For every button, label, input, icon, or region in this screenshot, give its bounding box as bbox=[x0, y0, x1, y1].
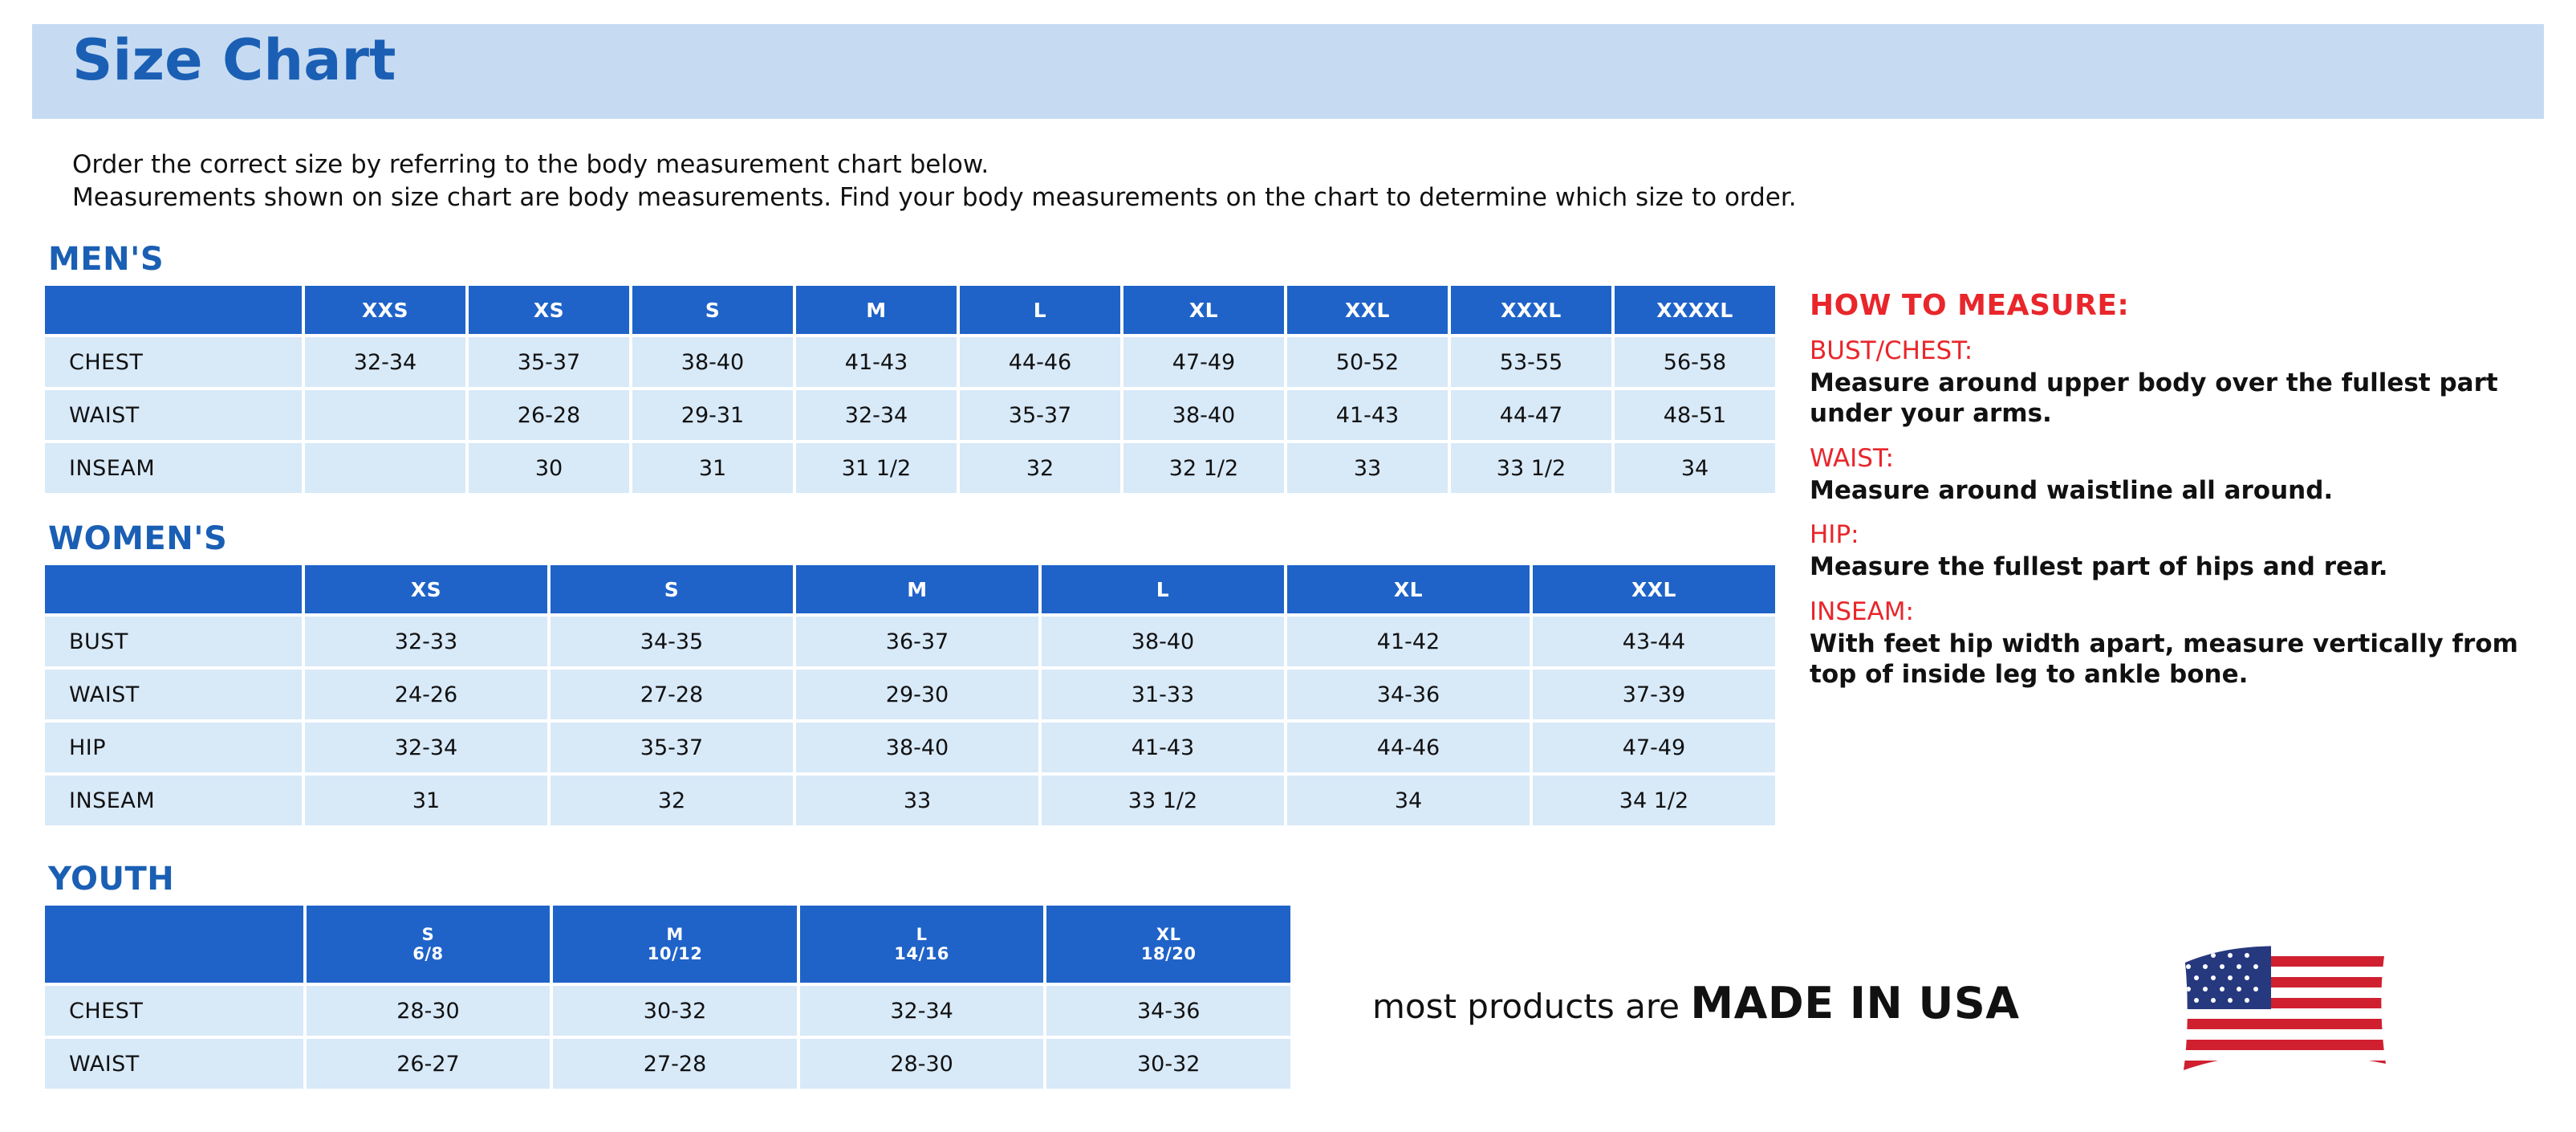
youth-chest-xl: 34-36 bbox=[1046, 986, 1290, 1036]
made-in-usa-prefix: most products are bbox=[1372, 987, 1691, 1026]
mens-waist-xxxxl: 48-51 bbox=[1615, 390, 1775, 440]
measure-term-hip: HIP: bbox=[1810, 520, 1859, 550]
mens-chest-xxxxl: 56-58 bbox=[1615, 337, 1775, 387]
mens-inseam-xl: 32 1/2 bbox=[1123, 443, 1284, 493]
womens-bust-l: 38-40 bbox=[1042, 617, 1284, 666]
mens-inseam-l: 32 bbox=[960, 443, 1120, 493]
mens-inseam-xxs bbox=[305, 443, 465, 493]
table-row bbox=[45, 1039, 1290, 1089]
womens-bust-xl: 41-42 bbox=[1287, 617, 1530, 666]
womens-row-label-bust: BUST bbox=[45, 617, 302, 666]
mens-inseam-xxxl: 33 1/2 bbox=[1451, 443, 1611, 493]
measure-term-waist: WAIST: bbox=[1810, 443, 1894, 473]
womens-waist-s: 27-28 bbox=[551, 670, 793, 719]
youth-waist-m: 27-28 bbox=[553, 1039, 797, 1089]
mens-waist-s: 29-31 bbox=[632, 390, 793, 440]
womens-bust-s: 34-35 bbox=[551, 617, 793, 666]
mens-col-s: S bbox=[632, 286, 793, 334]
youth-col-l bbox=[800, 906, 1044, 983]
mens-col-blank bbox=[45, 286, 302, 334]
youth-col-l-ages: 14/16 bbox=[894, 944, 949, 963]
mens-chest-xxl: 50-52 bbox=[1287, 337, 1448, 387]
mens-waist-l: 35-37 bbox=[960, 390, 1120, 440]
mens-size-table bbox=[42, 283, 1778, 496]
mens-waist-xxs bbox=[305, 390, 465, 440]
womens-row-label-inseam: INSEAM bbox=[45, 776, 302, 825]
usa-flag-icon bbox=[2179, 935, 2391, 1076]
measure-text-bust-chest: Measure around upper body over the fullest part under your arms. bbox=[1810, 369, 2498, 428]
made-in-usa-emphasis: MADE IN USA bbox=[1690, 978, 2020, 1028]
womens-inseam-xxl: 34 1/2 bbox=[1533, 776, 1775, 825]
mens-chest-s: 38-40 bbox=[632, 337, 793, 387]
womens-inseam-l: 33 1/2 bbox=[1042, 776, 1284, 825]
womens-waist-m: 29-30 bbox=[796, 670, 1038, 719]
mens-chest-m: 41-43 bbox=[796, 337, 957, 387]
womens-row-label-hip: HIP bbox=[45, 723, 302, 772]
youth-row-label-waist: WAIST bbox=[45, 1039, 303, 1089]
mens-chest-xxxl: 53-55 bbox=[1451, 337, 1611, 387]
mens-row-label-inseam: INSEAM bbox=[45, 443, 302, 493]
mens-col-xxl: XXL bbox=[1287, 286, 1448, 334]
how-to-measure-heading: HOW TO MEASURE: bbox=[1810, 289, 2130, 322]
table-row bbox=[45, 776, 1775, 825]
table-row bbox=[45, 443, 1775, 493]
table-row bbox=[45, 986, 1290, 1036]
youth-chest-m: 30-32 bbox=[553, 986, 797, 1036]
youth-col-m-ages: 10/12 bbox=[647, 944, 703, 963]
mens-inseam-m: 31 1/2 bbox=[796, 443, 957, 493]
mens-col-xl: XL bbox=[1123, 286, 1284, 334]
womens-bust-xxl: 43-44 bbox=[1533, 617, 1775, 666]
womens-col-xxl: XXL bbox=[1533, 565, 1775, 613]
womens-hip-m: 38-40 bbox=[796, 723, 1038, 772]
table-row bbox=[45, 337, 1775, 387]
youth-waist-s: 26-27 bbox=[307, 1039, 551, 1089]
measure-text-waist: Measure around waistline all around. bbox=[1810, 475, 2334, 505]
youth-col-m bbox=[553, 906, 797, 983]
table-row bbox=[45, 390, 1775, 440]
youth-col-blank bbox=[45, 906, 303, 983]
mens-col-m: M bbox=[796, 286, 957, 334]
womens-col-m: M bbox=[796, 565, 1038, 613]
youth-col-l-size: L bbox=[916, 924, 928, 944]
intro-line-1: Order the correct size by referring to the body measurement chart below. bbox=[72, 150, 989, 179]
youth-col-s bbox=[307, 906, 551, 983]
youth-chest-l: 32-34 bbox=[800, 986, 1044, 1036]
table-row bbox=[45, 723, 1775, 772]
youth-col-s-ages: 6/8 bbox=[412, 944, 444, 963]
made-in-usa-text bbox=[1372, 978, 2020, 1028]
mens-inseam-xs: 30 bbox=[469, 443, 629, 493]
womens-inseam-s: 32 bbox=[551, 776, 793, 825]
measure-text-inseam: With feet hip width apart, measure vertically from top of inside leg to ankle bone. bbox=[1810, 629, 2518, 690]
measure-text-hip: Measure the fullest part of hips and rear. bbox=[1810, 552, 2388, 582]
youth-waist-l: 28-30 bbox=[800, 1039, 1044, 1089]
youth-col-m-size: M bbox=[666, 924, 684, 944]
section-title-mens: MEN'S bbox=[48, 241, 165, 278]
mens-waist-m: 32-34 bbox=[796, 390, 957, 440]
womens-bust-xs: 32-33 bbox=[305, 617, 547, 666]
page-title: Size Chart bbox=[72, 27, 396, 93]
table-header-row bbox=[45, 565, 1775, 613]
womens-hip-s: 35-37 bbox=[551, 723, 793, 772]
mens-inseam-xxxxl: 34 bbox=[1615, 443, 1775, 493]
womens-hip-l: 41-43 bbox=[1042, 723, 1284, 772]
womens-col-l: L bbox=[1042, 565, 1284, 613]
mens-col-xs: XS bbox=[469, 286, 629, 334]
section-title-youth: YOUTH bbox=[48, 861, 175, 898]
womens-col-xs: XS bbox=[305, 565, 547, 613]
mens-col-l: L bbox=[960, 286, 1120, 334]
intro-line-2: Measurements shown on size chart are body measurements. Find your body measurements on the chart to determine which size to order. bbox=[72, 182, 1797, 212]
table-row bbox=[45, 670, 1775, 719]
section-title-womens: WOMEN'S bbox=[48, 520, 228, 557]
womens-col-s: S bbox=[551, 565, 793, 613]
youth-col-xl bbox=[1046, 906, 1290, 983]
table-header-row bbox=[45, 286, 1775, 334]
mens-chest-xs: 35-37 bbox=[469, 337, 629, 387]
mens-row-label-chest: CHEST bbox=[45, 337, 302, 387]
measure-term-inseam: INSEAM: bbox=[1810, 597, 1914, 627]
youth-col-xl-ages: 18/20 bbox=[1140, 944, 1197, 963]
womens-inseam-m: 33 bbox=[796, 776, 1038, 825]
youth-waist-xl: 30-32 bbox=[1046, 1039, 1290, 1089]
table-row bbox=[45, 617, 1775, 666]
youth-col-xl-size: XL bbox=[1156, 924, 1181, 944]
womens-hip-xxl: 47-49 bbox=[1533, 723, 1775, 772]
youth-size-table bbox=[42, 902, 1294, 1092]
womens-bust-m: 36-37 bbox=[796, 617, 1038, 666]
mens-row-label-waist: WAIST bbox=[45, 390, 302, 440]
womens-waist-xxl: 37-39 bbox=[1533, 670, 1775, 719]
mens-chest-xl: 47-49 bbox=[1123, 337, 1284, 387]
womens-waist-xl: 34-36 bbox=[1287, 670, 1530, 719]
womens-inseam-xl: 34 bbox=[1287, 776, 1530, 825]
mens-col-xxxxl: XXXXL bbox=[1615, 286, 1775, 334]
womens-hip-xs: 32-34 bbox=[305, 723, 547, 772]
mens-inseam-s: 31 bbox=[632, 443, 793, 493]
header-banner bbox=[32, 24, 2544, 119]
mens-waist-xxxl: 44-47 bbox=[1451, 390, 1611, 440]
womens-row-label-waist: WAIST bbox=[45, 670, 302, 719]
womens-waist-xs: 24-26 bbox=[305, 670, 547, 719]
mens-col-xxxl: XXXL bbox=[1451, 286, 1611, 334]
mens-waist-xl: 38-40 bbox=[1123, 390, 1284, 440]
womens-size-table bbox=[42, 562, 1778, 829]
youth-chest-s: 28-30 bbox=[307, 986, 551, 1036]
mens-col-xxs: XXS bbox=[305, 286, 465, 334]
intro-text bbox=[72, 149, 2528, 214]
womens-waist-l: 31-33 bbox=[1042, 670, 1284, 719]
how-to-measure-panel bbox=[1810, 289, 2548, 690]
mens-chest-l: 44-46 bbox=[960, 337, 1120, 387]
mens-chest-xxs: 32-34 bbox=[305, 337, 465, 387]
mens-waist-xxl: 41-43 bbox=[1287, 390, 1448, 440]
table-header-row bbox=[45, 906, 1290, 983]
womens-hip-xl: 44-46 bbox=[1287, 723, 1530, 772]
measure-term-bust-chest: BUST/CHEST: bbox=[1810, 336, 1973, 365]
womens-col-xl: XL bbox=[1287, 565, 1530, 613]
youth-col-s-size: S bbox=[421, 924, 435, 944]
mens-waist-xs: 26-28 bbox=[469, 390, 629, 440]
mens-inseam-xxl: 33 bbox=[1287, 443, 1448, 493]
youth-row-label-chest: CHEST bbox=[45, 986, 303, 1036]
womens-col-blank bbox=[45, 565, 302, 613]
womens-inseam-xs: 31 bbox=[305, 776, 547, 825]
